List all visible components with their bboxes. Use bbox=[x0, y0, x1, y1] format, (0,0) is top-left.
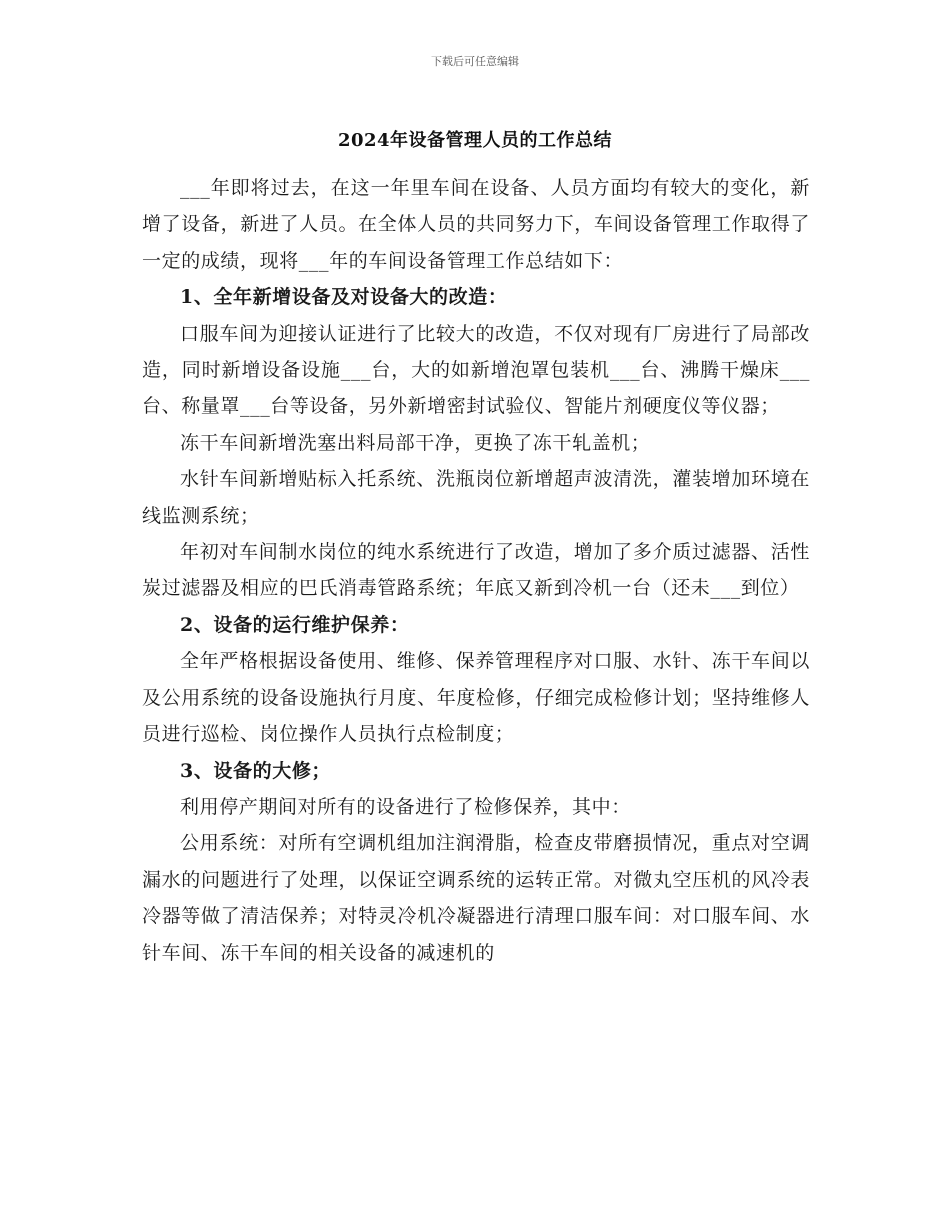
paragraph-public-system: 公用系统：对所有空调机组加注润滑脂，检查皮带磨损情况，重点对空调漏水的问题进行了处理，以保证空调系统的运转正常。对微丸空压机的风冷表冷器等做了清洁保养；对特灵冷机冷凝器进行清理口服车间：对口服车间、水针车间、冻干车间的相关设备的减速机的 bbox=[142, 832, 810, 964]
paragraph-water-system: 年初对车间制水岗位的纯水系统进行了改造，增加了多介质过滤器、活性炭过滤器及相应的巴氏消毒管路系统；年底又新到冷机一台（还未___到位） bbox=[142, 541, 810, 600]
document-title: 2024年设备管理人员的工作总结 bbox=[337, 130, 613, 151]
document-body bbox=[142, 170, 810, 971]
paragraph-overhaul-intro: 利用停产期间对所有的设备进行了检修保养，其中： bbox=[180, 795, 631, 818]
paragraph-oral-workshop: 口服车间为迎接认证进行了比较大的改造，不仅对现有厂房进行了局部改造，同时新增设备设施___台，大的如新增泡罩包装机___台、沸腾干燥床___台、称量罩___台等设备，另外新增密封试验仪、智能片剂硬度仪等仪器； bbox=[142, 322, 810, 418]
paragraph-injection-workshop: 水针车间新增贴标入托系统、洗瓶岗位新增超声波清洗，灌装增加环境在线监测系统； bbox=[142, 468, 810, 527]
section-heading-2: 2、设备的运行维护保养： bbox=[180, 613, 410, 636]
paragraph-intro: ___年即将过去，在这一年里车间在设备、人员方面均有较大的变化，新增了设备，新进了人员。在全体人员的共同努力下，车间设备管理工作取得了一定的成绩，现将___年的车间设备管理工作总结如下： bbox=[142, 177, 810, 272]
section-heading-3: 3、设备的大修； bbox=[180, 759, 332, 782]
header-note: 下载后可任意编辑 bbox=[431, 55, 519, 68]
paragraph-maintenance: 全年严格根据设备使用、维修、保养管理程序对口服、水针、冻干车间以及公用系统的设备设施执行月度、年度检修，仔细完成检修计划；坚持维修人员进行巡检、岗位操作人员执行点检制度； bbox=[142, 650, 810, 746]
section-heading-1: 1、全年新增设备及对设备大的改造： bbox=[180, 286, 508, 309]
paragraph-freeze-dry-workshop: 冻干车间新增洗塞出料局部干净，更换了冻干轧盖机； bbox=[180, 431, 651, 454]
